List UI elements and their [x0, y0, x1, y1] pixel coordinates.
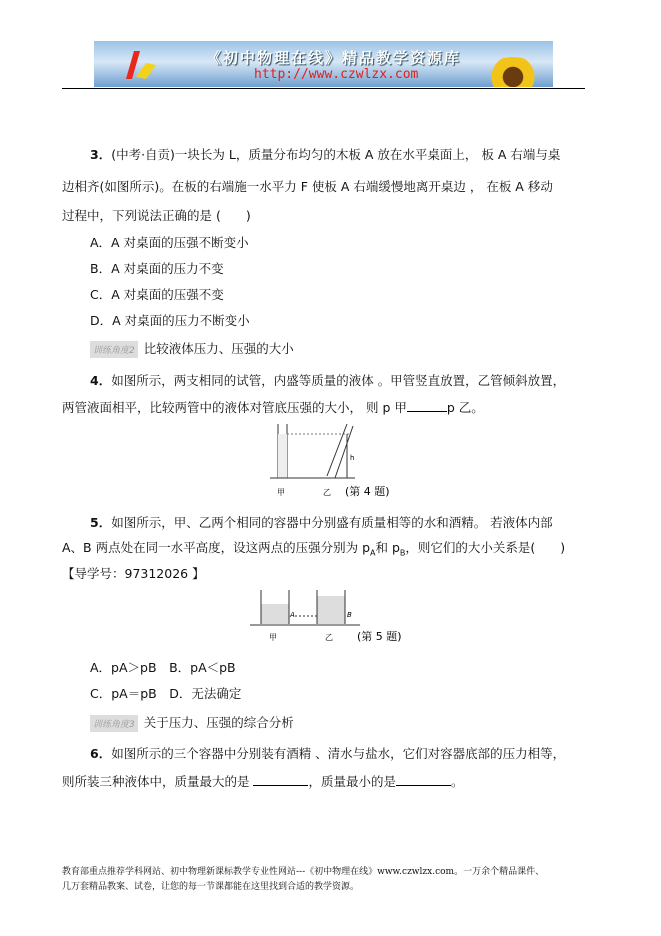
- q3-line1: 3．(中考·自贡)一块长为 L，质量分布均匀的木板 A 放在水平桌面上， 板 A 右端与桌: [90, 147, 561, 162]
- q3-option-b: B．A 对桌面的压力不变: [90, 261, 224, 276]
- q5-label-left: 甲: [269, 633, 277, 642]
- section-2-heading: 训练角度2 比较液体压力、压强的大小: [90, 339, 294, 358]
- q3-line2: 边相齐(如图所示)。在板的右端施一水平力 F 使板 A 右端缓慢地离开桌边 ， 在板 A 移动: [62, 179, 553, 194]
- q6-line1: 6．如图所示的三个容器中分别装有酒精 、清水与盐水，它们对容器底部的压力相等，: [90, 746, 566, 761]
- q5-caption: (第 5 题): [357, 630, 402, 643]
- q3-option-a: A．A 对桌面的压强不断变小: [90, 235, 249, 250]
- section-3-heading: 训练角度3 关于压力、压强的综合分析: [90, 713, 294, 732]
- sunflower-image: [484, 57, 542, 87]
- q6-blank-min: [396, 785, 451, 786]
- q5-options-row2: C．pA＝pB D．无法确定: [90, 686, 242, 701]
- q5-options-row1: A．pA＞pB B．pA＜pB: [90, 660, 236, 675]
- q5-point-a: A: [290, 611, 295, 619]
- footer-line1: 教育部重点推荐学科网站、初中物理新课标教学专业性网站---《初中物理在线》www.czwlzx.com。一万余个精品课件、: [62, 867, 545, 877]
- q5-line1: 5．如图所示，甲、乙两个相同的容器中分别盛有质量相等的水和酒精。 若液体内部: [90, 515, 553, 530]
- q4-caption: (第 4 题): [345, 485, 390, 498]
- q4-line2: 两管液面相平，比较两管中的液体对管底压强的大小， 则 p 甲 p 乙。: [62, 400, 484, 415]
- q5-figure: [245, 588, 425, 648]
- q4-label-right: 乙: [323, 488, 331, 497]
- header-banner: [94, 41, 553, 87]
- q4-answer-blank: [407, 411, 447, 412]
- q5-line3: 【导学号：97312026 】: [62, 566, 205, 581]
- footer-line2: 几万套精品教案、试卷，让您的每一节课都能在这里找到合适的教学资源。: [62, 882, 360, 892]
- q3-line3: 过程中，下列说法正确的是 ( ): [62, 208, 251, 223]
- q5-point-b: B: [347, 611, 352, 619]
- site-logo-icon: [124, 49, 158, 83]
- banner-url[interactable]: http://www.czwlzx.com: [254, 67, 419, 82]
- banner-title: 《初中物理在线》精品教学资源库: [206, 49, 462, 67]
- q4-line1: 4．如图所示，两支相同的试管，内盛等质量的液体 。甲管竖直放置，乙管倾斜放置，: [90, 373, 566, 388]
- q5-line2: A、B 两点处在同一水平高度，设这两点的压强分别为 $p_A$和 $p_B$，则它们的大小关系是( ): [62, 540, 566, 558]
- q4-h-label: h: [350, 454, 355, 462]
- q6-line2: 则所装三种液体中，质量最大的是 ，质量最小的是 。: [62, 774, 464, 789]
- header-divider: [62, 88, 585, 89]
- q3-option-c: C．A 对桌面的压强不变: [90, 287, 224, 302]
- q4-label-left: 甲: [277, 488, 285, 497]
- q6-blank-max: [253, 785, 308, 786]
- q3-option-d: D．A 对桌面的压力不断变小: [90, 313, 250, 328]
- q4-figure: [265, 422, 465, 500]
- q5-label-right: 乙: [325, 633, 333, 642]
